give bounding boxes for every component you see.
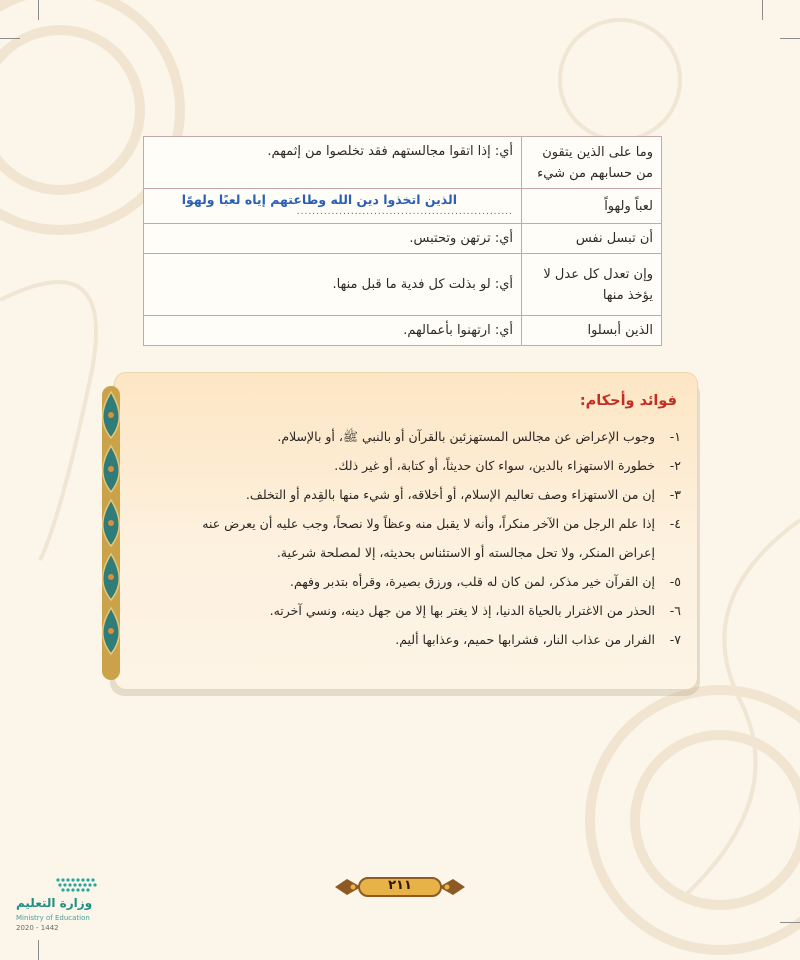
item-text: الحذر من الاغترار بالحياة الدنيا، إذ لا يغتر بها إلا من جهل دينه، ونسي آخرته. xyxy=(269,603,656,618)
list-item xyxy=(121,596,681,625)
item-number: ٥- xyxy=(669,574,681,589)
table-row xyxy=(144,224,662,254)
ministry-name-english: Ministry of Education xyxy=(16,914,90,922)
meaning-cell: أي: إذا اتقوا مجالستهم فقد تخلصوا من إثمهم. xyxy=(144,137,522,189)
term-cell: أن تبسل نفس xyxy=(522,224,662,254)
term-cell: وإن تعدل كل عدل لا يؤخذ منها xyxy=(522,254,662,316)
crop-mark xyxy=(762,0,763,20)
meaning-cell: أي: لو بذلت كل فدية ما قبل منها. xyxy=(144,254,522,316)
list-item xyxy=(121,625,681,654)
table-row xyxy=(144,189,662,224)
item-number: ١- xyxy=(669,429,681,444)
crop-mark xyxy=(0,38,20,39)
crop-mark xyxy=(780,38,800,39)
item-text-continued: إعراض المنكر، ولا تحل مجالسته أو الاستئناس بحديثه، إلا لمصلحة شرعية. xyxy=(276,545,655,560)
benefits-box xyxy=(114,372,698,690)
item-number: ٢- xyxy=(669,458,681,473)
crop-mark xyxy=(38,0,39,20)
item-text: إن القرآن خير مذكر، لمن كان له قلب، ورزق بصيرة، وقرأه بتدبر وفهم. xyxy=(290,574,656,589)
item-text: وجوب الإعراض عن مجالس المستهزئين بالقرآن أو بالنبي ﷺ، أو بالإسلام. xyxy=(277,429,656,444)
term-cell: لعباً ولهواً xyxy=(522,189,662,224)
list-item xyxy=(121,567,681,596)
item-number: ٦- xyxy=(669,603,681,618)
ministry-name-arabic: وزارة التعليم xyxy=(16,896,93,910)
student-answer-text: الذين اتخذوا دين الله وطاعتهم إياه لعبًا ولهوًا xyxy=(181,192,457,207)
ministry-logo xyxy=(16,876,116,938)
item-number: ٤- xyxy=(669,516,681,531)
table-row xyxy=(144,137,662,189)
crop-mark xyxy=(780,922,800,923)
ministry-dots-icon xyxy=(54,876,102,896)
benefits-list xyxy=(121,422,681,654)
ministry-year: 2020 - 1442 xyxy=(16,924,59,932)
meaning-cell: أي: ارتهنوا بأعمالهم. xyxy=(144,316,522,346)
table-row xyxy=(144,316,662,346)
benefits-title: فوائد وأحكام: xyxy=(579,393,677,409)
page-number: ٢١١ xyxy=(388,878,412,893)
list-item xyxy=(121,509,681,567)
item-text: خطورة الاستهزاء بالدين، سواء كان حديثاً، أو كتابة، أو غير ذلك. xyxy=(334,458,656,473)
ornament-border-icon xyxy=(96,386,126,680)
list-item xyxy=(121,451,681,480)
item-text: إذا علم الرجل من الآخر منكراً، وأنه لا يقبل منه وعظاً ولا نصحاً، وجب عليه أن يعرض عنه xyxy=(202,516,656,531)
item-text: إن من الاستهزاء وصف تعاليم الإسلام، أو أخلاقه، أو شيء منها بالقِدم أو التخلف. xyxy=(245,487,656,502)
vocabulary-table xyxy=(143,136,662,346)
list-item xyxy=(121,480,681,509)
item-number: ٧- xyxy=(669,632,681,647)
answer-cell xyxy=(144,189,522,224)
item-number: ٣- xyxy=(669,487,681,502)
item-text: الفرار من عذاب النار، فشرابها حميم، وعذابها أليم. xyxy=(395,632,656,647)
crop-mark xyxy=(38,940,39,960)
answer-dotted-line: ........................................................ xyxy=(296,207,513,217)
term-cell: الذين أبسلوا xyxy=(522,316,662,346)
term-cell: وما على الذين يتقون من حسابهم من شيء xyxy=(522,137,662,189)
table-row xyxy=(144,254,662,316)
meaning-cell: أي: ترتهن وتحتبس. xyxy=(144,224,522,254)
list-item xyxy=(121,422,681,451)
